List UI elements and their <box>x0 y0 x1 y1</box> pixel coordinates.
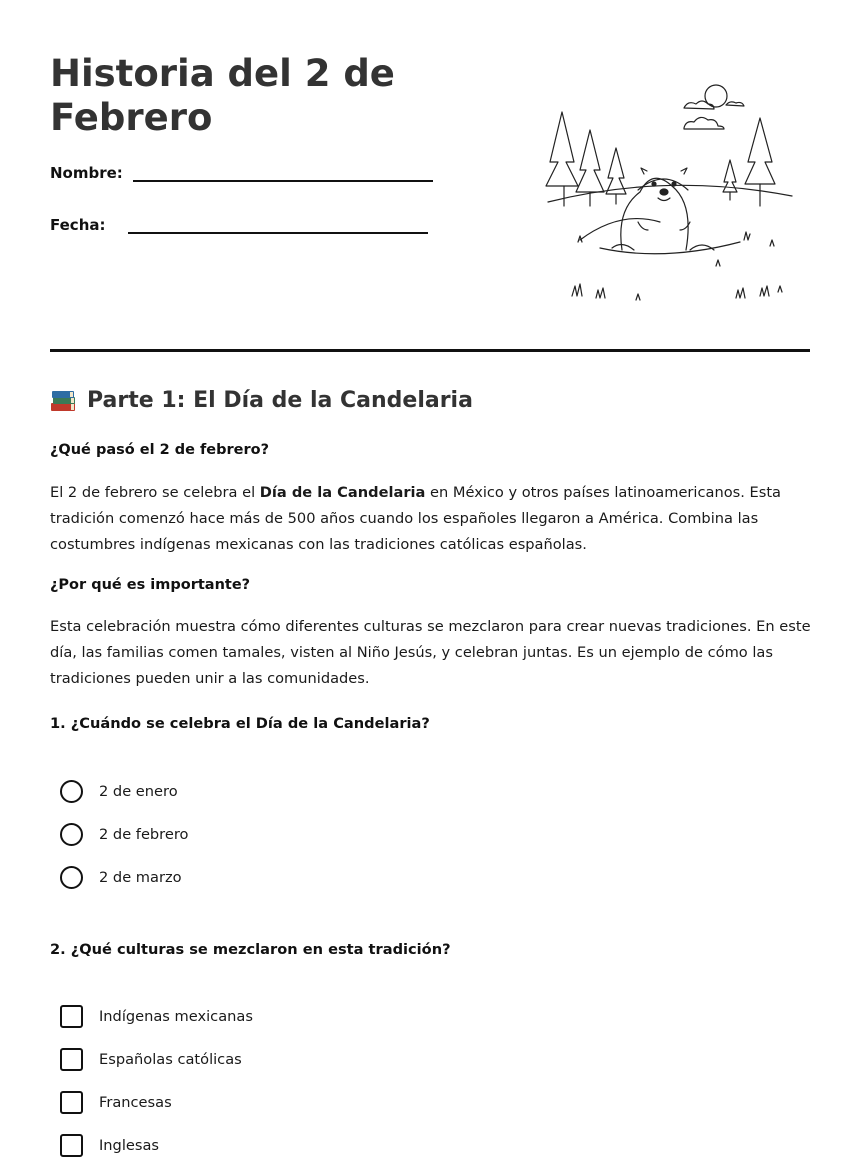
paragraph-1-text-end: en México y otros países latinoamericanos. Esta tradición comenzó hace más de 500 años cuando los españoles llegaron a América. Combina las costumbres indígenas mexicanas con las tradiciones católicas españolas. <box>50 484 781 553</box>
q2-option-1-label: Indígenas mexicanas <box>99 1007 253 1025</box>
date-label: Fecha: <box>50 216 106 234</box>
paragraph-1-text-start: El 2 de febrero se celebra el <box>50 484 260 501</box>
date-input-line[interactable] <box>128 212 428 234</box>
header-divider <box>50 349 810 352</box>
q2-option-4-checkbox[interactable] <box>60 1134 83 1157</box>
q2-option-1[interactable] <box>60 1003 253 1029</box>
q2-option-2-label: Españolas católicas <box>99 1050 242 1068</box>
q1-option-3-label: 2 de marzo <box>99 868 182 886</box>
name-input-line[interactable] <box>133 164 433 182</box>
question-1-text: 1. ¿Cuándo se celebra el Día de la Candelaria? <box>50 715 430 732</box>
q2-option-4[interactable] <box>60 1132 159 1158</box>
q2-option-1-checkbox[interactable] <box>60 1005 83 1028</box>
name-field-row <box>50 164 433 182</box>
section-1-title <box>50 388 473 413</box>
q2-option-3-label: Francesas <box>99 1093 172 1111</box>
question-2-text: 2. ¿Qué culturas se mezclaron en esta tradición? <box>50 941 451 958</box>
q2-option-2-checkbox[interactable] <box>60 1048 83 1071</box>
q2-option-2[interactable] <box>60 1046 242 1072</box>
q1-option-2-radio[interactable] <box>60 823 83 846</box>
q1-option-1[interactable] <box>60 778 178 804</box>
page-title: Historia del 2 de Febrero <box>50 52 395 139</box>
section-1-paragraph-1 <box>50 480 820 558</box>
section-1-subheading-2: ¿Por qué es importante? <box>50 577 251 593</box>
name-label: Nombre: <box>50 164 123 182</box>
q2-option-3-checkbox[interactable] <box>60 1091 83 1114</box>
books-icon <box>50 389 77 413</box>
q1-option-2-label: 2 de febrero <box>99 825 189 843</box>
q1-option-3-radio[interactable] <box>60 866 83 889</box>
section-1-subheading-1: ¿Qué pasó el 2 de febrero? <box>50 442 270 458</box>
groundhog-illustration-icon <box>540 80 800 310</box>
q2-option-3[interactable] <box>60 1089 172 1115</box>
q1-option-1-label: 2 de enero <box>99 782 178 800</box>
q1-option-1-radio[interactable] <box>60 780 83 803</box>
section-1-paragraph-2: Esta celebración muestra cómo diferentes culturas se mezclaron para crear nuevas tradiciones. En este día, las familias comen tamales, visten al Niño Jesús, y celebran juntas. Es un ejemplo de cómo las tradiciones pueden unir a las comunidades. <box>50 618 811 687</box>
q1-option-3[interactable] <box>60 864 182 890</box>
paragraph-1-bold-term: Día de la Candelaria <box>259 484 426 501</box>
section-1-title-text: Parte 1: El Día de la Candelaria <box>87 388 473 413</box>
q1-option-2[interactable] <box>60 821 188 847</box>
date-field-row <box>50 212 428 234</box>
q2-option-4-label: Inglesas <box>99 1136 159 1154</box>
